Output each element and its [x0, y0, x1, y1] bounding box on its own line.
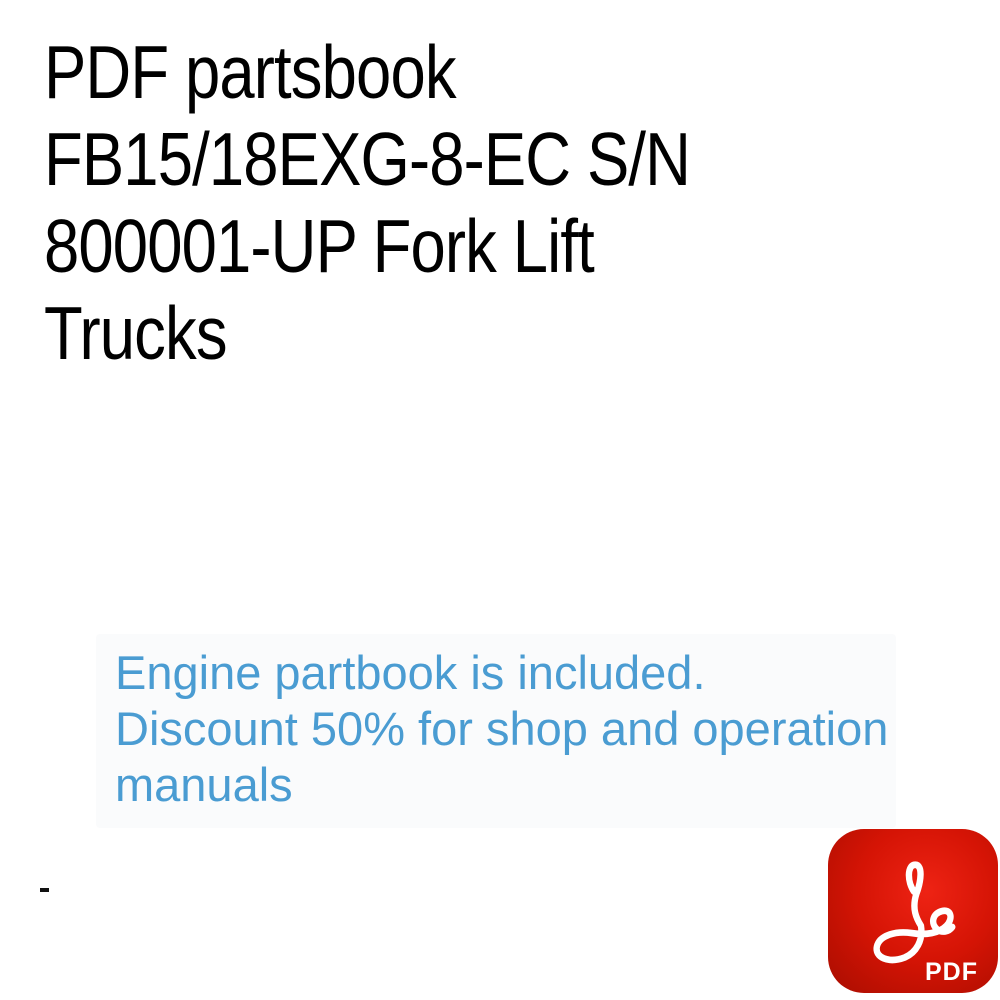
product-title-line-1: PDF partsbook: [44, 30, 456, 114]
pdf-icon-label: PDF: [925, 958, 978, 986]
pdf-file-icon[interactable]: [828, 829, 998, 993]
promo-note-line-2: Discount 50% for shop and operation: [115, 702, 889, 755]
product-title-line-3: 800001-UP Fork Lift: [44, 204, 594, 288]
footer-dash: [40, 888, 49, 892]
promo-note-line-1: Engine partbook is included.: [115, 646, 706, 699]
product-title-line-4: Trucks: [44, 291, 227, 375]
product-title-line-2: FB15/18EXG-8-EC S/N: [44, 117, 691, 201]
product-title: [44, 29, 754, 377]
promo-note: [115, 645, 888, 813]
promo-note-line-3: manuals: [115, 758, 293, 811]
